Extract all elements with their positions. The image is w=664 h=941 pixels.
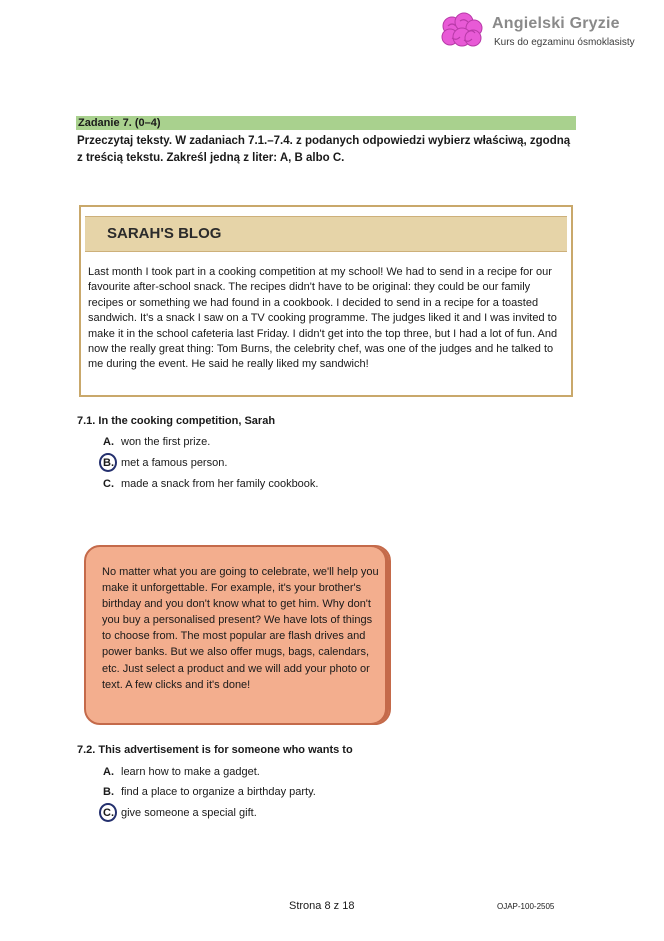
blog-box — [79, 205, 573, 397]
q1-option-a[interactable] — [103, 434, 210, 450]
option-letter: B. — [103, 786, 114, 798]
option-text: made a snack from her family cookbook. — [121, 478, 319, 490]
option-text: find a place to organize a birthday party. — [121, 786, 316, 798]
answer-circle-q1 — [99, 453, 117, 472]
q1-option-b[interactable] — [103, 455, 227, 471]
question-7-1: 7.1. In the cooking competition, Sarah — [77, 415, 276, 427]
blog-title-bar — [85, 216, 567, 252]
exam-code: OJAP-100-2505 — [497, 902, 555, 911]
q2-option-a[interactable] — [103, 764, 260, 780]
question-7-2: 7.2. This advertisement is for someone who wants to — [77, 744, 353, 756]
task-header: Zadanie 7. (0–4) — [76, 116, 576, 130]
option-letter: C. — [103, 478, 114, 490]
q2-option-b[interactable] — [103, 784, 316, 800]
brand-title: Angielski Gryzie — [492, 15, 620, 32]
q2-option-c[interactable] — [103, 805, 257, 821]
q1-option-c[interactable] — [103, 476, 318, 492]
advertisement-text: No matter what you are going to celebrate, we'll help you make it unforgettable. For example, it's your brother's birthday and you don't know what to get him. Why don't you buy a personalised present? We have lots of things to choose from. The most popular are flash drives and power banks. But we also offer mugs, bags, calendars, etc. Just select a product and we will add your photo or text. A few clicks and it's done! — [102, 566, 379, 691]
option-text: met a famous person. — [121, 457, 228, 469]
brand-logo — [440, 12, 655, 62]
blog-text: Last month I took part in a cooking competition at my school! We had to send in a recipe for our favourite after-school snack. The recipes didn't have to be original: they could be our family recipes or something we had found in a cookbook. I decided to send in a recipe for a toasted sandwich. It's a snack I saw on a TV cooking programme. The judges liked it and I was invited to make it in the school cafeteria last Friday. I didn't get into the top three, but I had a lot of fun. And now the really great thing: Tom Burns, the celebrity chef, was one of the judges and he talked to me during the event. He said he really liked my sandwich! — [88, 266, 558, 371]
option-letter: A. — [103, 436, 114, 448]
option-text: won the first prize. — [121, 436, 211, 448]
advertisement-box — [84, 545, 391, 725]
option-text: learn how to make a gadget. — [121, 766, 260, 778]
brand-subtitle: Kurs do egzaminu ósmoklasisty — [494, 37, 635, 48]
option-letter: B. — [103, 457, 114, 469]
page-number: Strona 8 z 18 — [289, 900, 355, 912]
option-letter: A. — [103, 766, 114, 778]
option-letter: C. — [103, 807, 114, 819]
blog-title: SARAH'S BLOG — [107, 225, 222, 242]
task-instruction: Przeczytaj teksty. W zadaniach 7.1.–7.4. z podanych odpowiedzi wybierz właściwą, zgodną z treścią tekstu. Zakreśl jedną z liter: A, B albo C. — [77, 135, 571, 164]
answer-circle-q2 — [99, 803, 117, 822]
option-text: give someone a special gift. — [121, 807, 257, 819]
brain-icon — [440, 12, 484, 52]
